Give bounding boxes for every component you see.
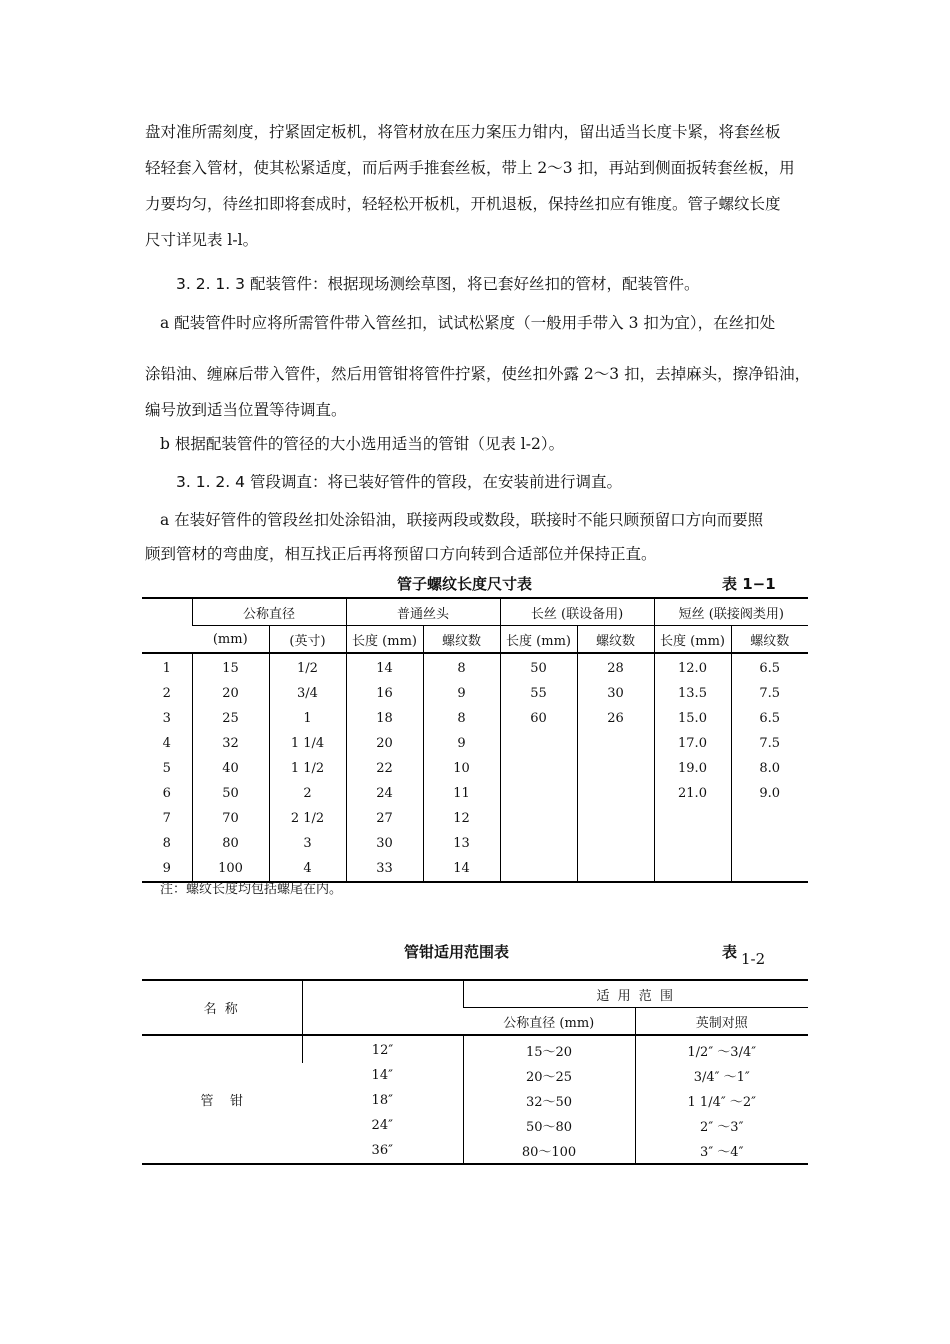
table-cell: 1 1/2: [269, 756, 346, 781]
table-cell: 1/2″ ～3/4″: [635, 1035, 808, 1063]
subheader: 螺纹数: [423, 626, 500, 654]
table-cell: 8: [423, 706, 500, 731]
table-cell: 18″: [371, 1093, 393, 1108]
header-nominal-diameter: 公称直径 (mm): [463, 1008, 635, 1036]
header-common-thread: 普通丝头: [346, 598, 500, 626]
table-cell: [577, 781, 654, 806]
table-cell: 28: [577, 653, 654, 681]
table-cell: 3: [162, 711, 171, 726]
table-cell: 7.5: [731, 681, 808, 706]
table-cell: 80: [192, 831, 269, 856]
table-cell: 24: [346, 781, 423, 806]
table1-title: 管子螺纹长度尺寸表: [397, 575, 533, 593]
table-cell: 100: [192, 856, 269, 882]
table-cell: 14: [423, 856, 500, 882]
paragraph-item-a2: [145, 536, 815, 572]
table-cell: 25: [192, 706, 269, 731]
thread-length-table: [142, 597, 808, 883]
table-cell: 12: [423, 806, 500, 831]
item-a-line: [160, 311, 775, 333]
table-cell: 2 1/2: [269, 806, 346, 831]
table2-body: [142, 1035, 808, 1164]
section-text: 管段调直：将已装好管件的管段，在安装前进行调直。: [249, 473, 622, 491]
table-cell: 1 1/4″ ～2″: [635, 1088, 808, 1113]
table-cell: [577, 806, 654, 831]
table-cell: 50: [192, 781, 269, 806]
table-cell: 20: [192, 681, 269, 706]
table-cell: 17.0: [654, 731, 731, 756]
table-cell: 19.0: [654, 756, 731, 781]
table-cell: 1: [162, 661, 171, 676]
text-line: 力要均匀，待丝扣即将套成时，轻轻松开板机，开机退板，保持丝扣应有锥度。管子螺纹长度: [145, 195, 781, 213]
table-cell: 2″ ～3″: [635, 1113, 808, 1138]
table-cell: 22: [346, 756, 423, 781]
table-cell: 4: [269, 856, 346, 882]
table-cell: 50～80: [463, 1113, 635, 1138]
pipe-wrench-table: [142, 979, 808, 1165]
table-cell: 1 1/4: [269, 731, 346, 756]
table-cell: 13: [423, 831, 500, 856]
table-cell: 20～25: [463, 1063, 635, 1088]
table-cell: [654, 856, 731, 882]
table-row: [142, 756, 808, 781]
table-cell: 33: [346, 856, 423, 882]
text-line: 涂铅油、缠麻后带入管件，然后用管钳将管件拧紧，使丝扣外露 2～3 扣，去掉麻头，擦净铅油，: [145, 365, 811, 383]
table-cell: [731, 831, 808, 856]
table-cell: 18: [346, 706, 423, 731]
table-cell: [577, 831, 654, 856]
table-cell: 6.5: [731, 653, 808, 681]
header-range: 适 用 范 围: [463, 980, 808, 1008]
header-blank: [302, 980, 463, 1035]
table-cell: 1/2: [269, 653, 346, 681]
group-name-cell: 管 钳: [142, 1035, 302, 1164]
table-cell: 20: [346, 731, 423, 756]
header-nominal-diameter: 公称直径: [192, 598, 346, 626]
table-cell: [500, 856, 577, 882]
table-cell: [577, 756, 654, 781]
table-cell: 14: [346, 653, 423, 681]
table-cell: 32～50: [463, 1088, 635, 1113]
subheader: 长度 (mm): [346, 626, 423, 654]
table-row: [142, 653, 808, 681]
table-cell: 15: [192, 653, 269, 681]
subheader: 螺纹数: [731, 626, 808, 654]
table1-body: [142, 653, 808, 882]
table-cell: 3″ ～4″: [635, 1138, 808, 1164]
text-line: a 在装好管件的管段丝扣处涂铅油，联接两段或数段，联接时不能只顾预留口方向而要照: [160, 511, 764, 529]
table-cell: 15.0: [654, 706, 731, 731]
table2-title: 管钳适用范围表: [404, 943, 510, 961]
table2-number-prefix: 表: [722, 943, 738, 961]
table-cell: 80～100: [463, 1138, 635, 1164]
table-cell: 26: [577, 706, 654, 731]
header-imperial: 英制对照: [635, 1008, 808, 1036]
header-long-thread: 长丝 (联设备用): [500, 598, 654, 626]
text-line: 顾到管材的弯曲度，相互找正后再将预留口方向转到合适部位并保持正直。: [145, 545, 657, 563]
table-cell: 12″: [302, 1035, 463, 1063]
header-name: 名 称: [142, 980, 302, 1035]
table-cell: 55: [500, 681, 577, 706]
table-cell: 30: [577, 681, 654, 706]
table-cell: 8.0: [731, 756, 808, 781]
table1-note: 注：螺纹长度均包括螺尾在内。: [160, 882, 343, 897]
table-cell: 27: [346, 806, 423, 831]
text-line: b 根据配装管件的管径的大小选用适当的管钳（见表 l-2）。: [160, 435, 565, 453]
header-short-thread: 短丝 (联接阀类用): [654, 598, 808, 626]
table-cell: [654, 831, 731, 856]
item-a2-line: [160, 508, 763, 530]
table-cell: 10: [423, 756, 500, 781]
table1-number: 表 1−1: [722, 575, 776, 593]
table-cell: 3/4″ ～1″: [635, 1063, 808, 1088]
subheader: 螺纹数: [577, 626, 654, 654]
table-row: [142, 1035, 808, 1063]
table-cell: 24″: [371, 1118, 393, 1133]
table-cell: 60: [500, 706, 577, 731]
table-cell: 15～20: [463, 1035, 635, 1063]
text-line: 编号放到适当位置等待调直。: [145, 401, 347, 419]
section-3-1-2-4: [176, 470, 622, 492]
table-cell: 7: [162, 811, 171, 826]
text-line: a 配装管件时应将所需管件带入管丝扣，试试松紧度（一般用手带入 3 扣为宜），在丝扣处: [160, 314, 776, 332]
table-cell: [577, 856, 654, 882]
text-line: 尺寸详见表 l-l。: [145, 231, 259, 249]
table-cell: 3: [269, 831, 346, 856]
subheader: (mm): [192, 626, 269, 654]
section-text: 配装管件：根据现场测绘草图，将已套好丝扣的管材，配装管件。: [249, 275, 700, 293]
table-cell: 13.5: [654, 681, 731, 706]
table-cell: 9.0: [731, 781, 808, 806]
table-cell: 1: [269, 706, 346, 731]
table-cell: 36″: [302, 1138, 463, 1164]
paragraph-intro: [145, 114, 815, 258]
table-row: [142, 781, 808, 806]
text-line: 盘对准所需刻度，拧紧固定板机，将管材放在压力案压力钳内，留出适当长度卡紧，将套丝板: [145, 123, 781, 141]
subheader: 长度 (mm): [500, 626, 577, 654]
table-cell: 14″: [371, 1068, 393, 1083]
table-row: [142, 706, 808, 731]
table-cell: 9: [142, 856, 192, 882]
table-cell: [731, 856, 808, 882]
table-row: [142, 806, 808, 831]
table-cell: 11: [423, 781, 500, 806]
table-cell: [654, 806, 731, 831]
table-row: [142, 731, 808, 756]
table-cell: 32: [192, 731, 269, 756]
table-cell: 40: [192, 756, 269, 781]
table-cell: [731, 806, 808, 831]
table-cell: 16: [346, 681, 423, 706]
table2-number-suffix: 1-2: [741, 950, 766, 968]
table-cell: [500, 731, 577, 756]
table-cell: [577, 731, 654, 756]
table-cell: 9: [423, 731, 500, 756]
table-cell: 8: [162, 836, 171, 851]
section-3-2-1-3: [176, 272, 699, 294]
table-cell: 6: [162, 786, 171, 801]
table-cell: 9: [423, 681, 500, 706]
table-cell: 50: [500, 653, 577, 681]
table-cell: 2: [269, 781, 346, 806]
header-blank: [142, 598, 192, 653]
table-cell: 8: [423, 653, 500, 681]
table-cell: 4: [162, 736, 171, 751]
table-cell: 30: [346, 831, 423, 856]
item-b-line: [160, 432, 564, 454]
table-cell: 6.5: [731, 706, 808, 731]
table-row: [142, 681, 808, 706]
table-cell: 3/4: [269, 681, 346, 706]
table-cell: 12.0: [654, 653, 731, 681]
text-line: 轻轻套入管材，使其松紧适度，而后两手推套丝板，带上 2～3 扣，再站到侧面扳转套丝板，用: [145, 159, 795, 177]
table-cell: [500, 831, 577, 856]
paragraph-item-a: [145, 356, 815, 428]
table-cell: 70: [192, 806, 269, 831]
table-cell: 5: [162, 761, 171, 776]
table-cell: [500, 756, 577, 781]
table-cell: 2: [162, 686, 171, 701]
table-cell: 7.5: [731, 731, 808, 756]
table-cell: [500, 806, 577, 831]
table-row: [142, 831, 808, 856]
table-cell: [500, 781, 577, 806]
section-number: 3. 1. 2. 4: [176, 473, 246, 491]
subheader: 长度 (mm): [654, 626, 731, 654]
subheader: (英寸): [269, 626, 346, 654]
section-number: 3. 2. 1. 3: [176, 275, 246, 293]
table-cell: 21.0: [654, 781, 731, 806]
